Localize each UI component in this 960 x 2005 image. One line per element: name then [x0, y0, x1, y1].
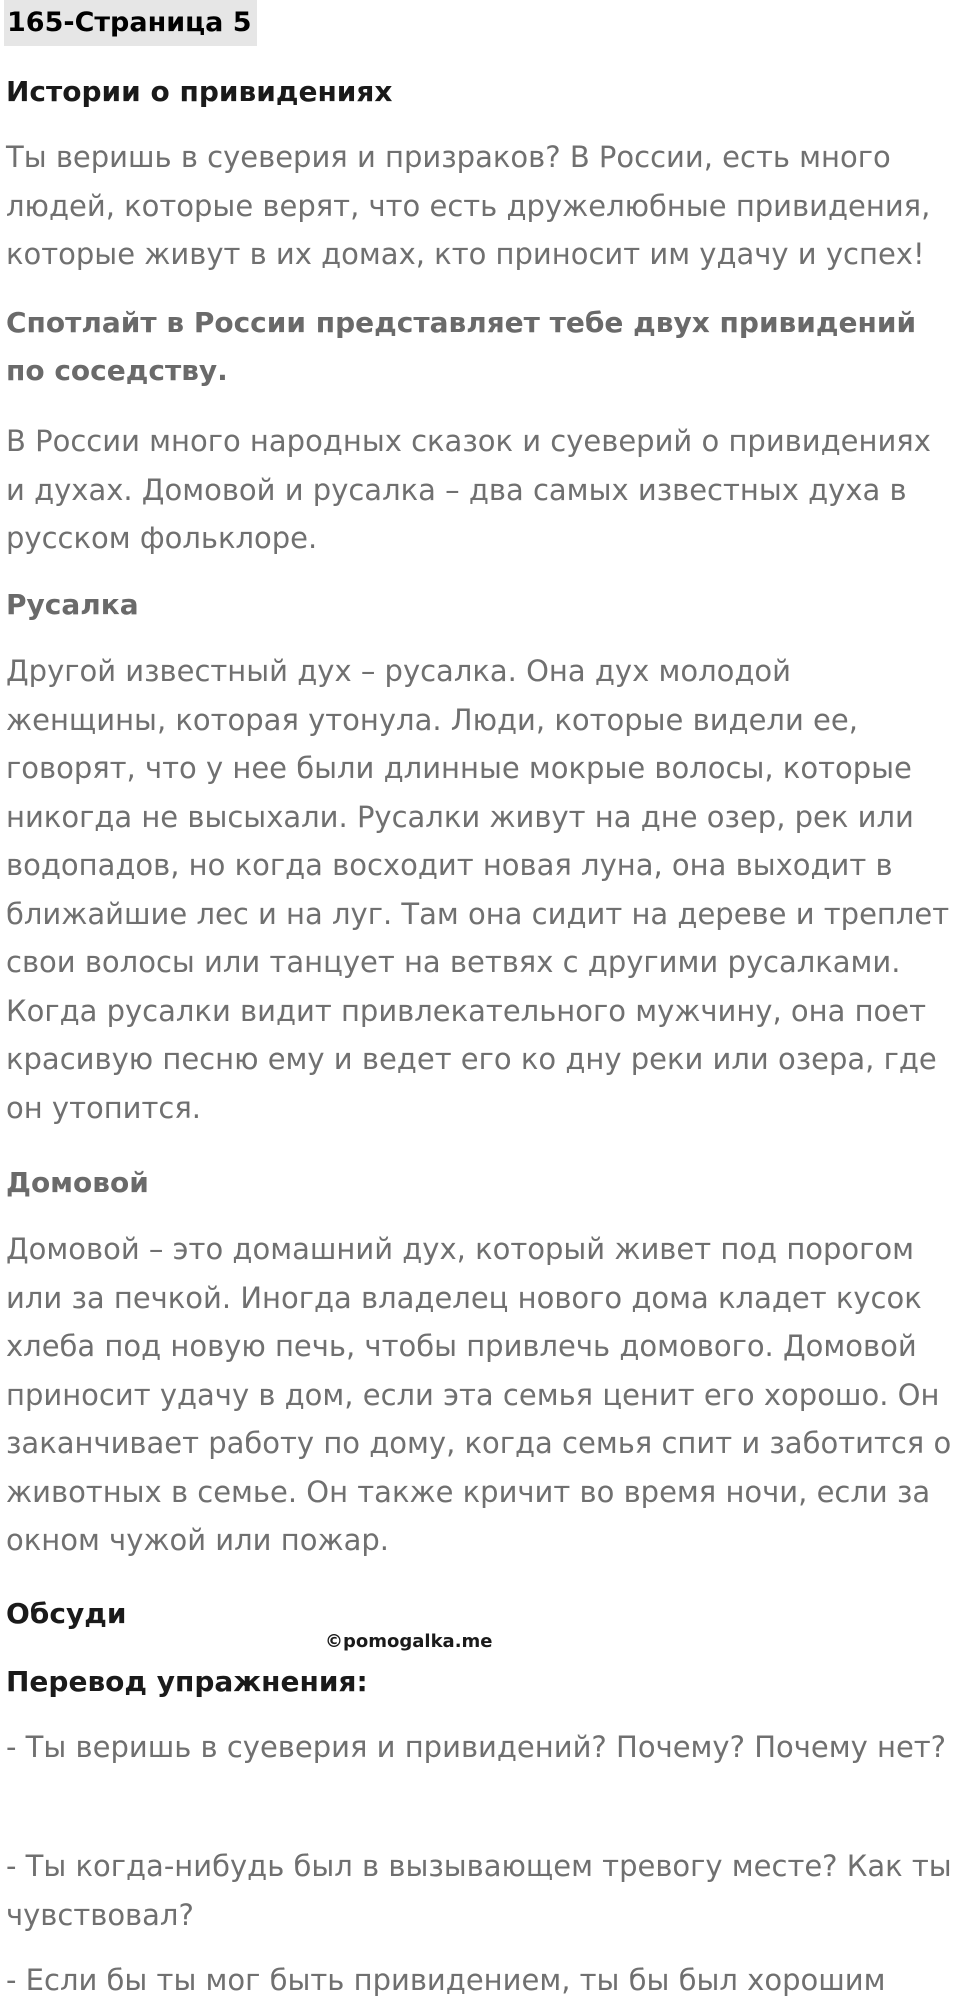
question-item: - Если бы ты мог быть привидением, ты бы был хорошим: [6, 1963, 886, 1997]
watermark: ©pomogalka.me: [325, 1631, 493, 1652]
domovoy-paragraph: Домовой – это домашний дух, который живет под порогом или за печкой. Иногда владелец нового дома кладет кусок хлеба под новую печь, чтобы привлечь домового. Домовой приносит удачу в дом, если эта семья ценит его хорошо. Он заканчивает работу по дому, когда семья спит и заботится о животных в семье. Он также кричит во время ночи, если за окном чужой или пожар.: [6, 1232, 952, 1557]
spotlight-paragraph: Спотлайт в России представляет тебе двух привидений по соседству.: [6, 306, 917, 387]
intro-paragraph: Ты веришь в суеверия и призраков? В России, есть много людей, которые верят, что есть дружелюбные привидения, которые живут в их домах, кто приносит им удачу и успех!: [6, 140, 931, 271]
domovoy-heading: Домовой: [6, 1166, 149, 1199]
rusalka-paragraph: Другой известный дух – русалка. Она дух молодой женщины, которая утонула. Люди, которые видели ее, говорят, что у нее были длинные мокрые волосы, которые никогда не высыхали. Русалки живут на дне озер, рек или водопадов, но когда восходит новая луна, она выходит в ближайшие лес и на луг. Там она сидит на дереве и треплет свои волосы или танцует на ветвях с другими русалками. Когда русалки видит привлекательного мужчину, она поет красивую песню ему и ведет его ко дну реки или озера, где он утопится.: [6, 654, 950, 1125]
translation-heading: Перевод упражнения:: [6, 1665, 368, 1698]
discuss-heading: Обсуди: [6, 1597, 127, 1630]
question-item: - Ты веришь в суеверия и привидений? Почему? Почему нет?: [6, 1730, 947, 1764]
folklore-paragraph: В России много народных сказок и суеверий о привидениях и духах. Домовой и русалка – два самых известных духа в русском фольклоре.: [6, 424, 931, 555]
question-item: - Ты когда-нибудь был в вызывающем тревогу месте? Как ты чувствовал?: [6, 1849, 952, 1932]
page-title: Истории о привидениях: [6, 75, 393, 108]
page-tag: 165-Страница 5: [4, 0, 257, 46]
rusalka-heading: Русалка: [6, 588, 139, 621]
